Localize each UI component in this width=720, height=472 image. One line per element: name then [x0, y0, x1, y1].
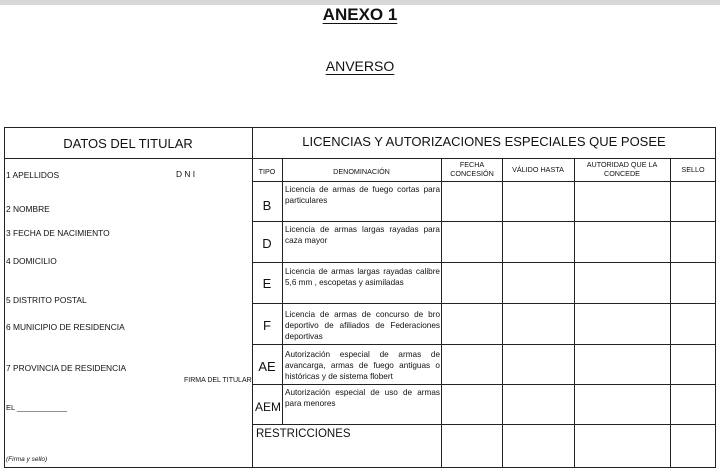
- license-type-b: B: [262, 198, 272, 213]
- license-desc-aem: Autorización especial de uso de armas para menores: [285, 388, 440, 408]
- col-divider-denominacion: [441, 158, 442, 468]
- holder-heading: DATOS DEL TITULAR: [63, 136, 193, 151]
- page-subtitle: ANVERSO: [325, 58, 395, 74]
- col-header-autoridad: AUTORIDAD QUE LA CONCEDE: [586, 160, 658, 178]
- license-type-f: F: [263, 318, 271, 333]
- field-domicilio[interactable]: 4 DOMICILIO: [6, 256, 57, 266]
- field-nombre[interactable]: 2 NOMBRE: [6, 204, 50, 214]
- signature-stamp-label: (Firma y sello): [6, 456, 48, 463]
- row-line: [252, 221, 716, 222]
- license-type-e: E: [262, 276, 272, 291]
- row-line: [252, 424, 716, 425]
- heading-line: [4, 158, 716, 159]
- row-line: [252, 344, 716, 345]
- license-type-aem: AEM: [254, 400, 281, 414]
- col-header-fecha: FECHA CONCESIÓN: [450, 160, 494, 178]
- col-divider-autoridad: [670, 158, 671, 468]
- license-desc-e: Licencia de armas largas rayadas calibre 5,6 mm , escopetas y asimiladas: [285, 267, 440, 287]
- restrictions-label: RESTRICCIONES: [256, 428, 351, 440]
- col-header-sello: SELLO: [681, 165, 705, 174]
- field-fecha-nacimiento[interactable]: 3 FECHA DE NACIMIENTO: [6, 228, 110, 238]
- row-line: [252, 262, 716, 263]
- col-divider-valido: [574, 158, 575, 468]
- col-header-tipo: TIPO: [258, 167, 276, 176]
- field-provincia[interactable]: 7 PROVINCIA DE RESIDENCIA: [6, 363, 127, 373]
- col-divider-fecha: [502, 158, 503, 468]
- field-dni[interactable]: D N I: [176, 169, 196, 179]
- columns-header-line: [252, 181, 716, 182]
- page-title: ANEXO 1: [322, 5, 398, 24]
- licenses-heading: LICENCIAS Y AUTORIZACIONES ESPECIALES QUE POSEE: [302, 134, 666, 149]
- license-desc-ae: Autorización especial de armas de avancarga, armas de fuego antiguas o históricas y de sistema flobert: [285, 350, 440, 381]
- signature-place-date[interactable]: EL ____________: [6, 403, 68, 412]
- license-desc-b: Licencia de armas de fuego cortas para particulares: [285, 185, 440, 205]
- col-header-valido: VÁLIDO HASTA: [512, 165, 564, 174]
- license-desc-f: Licencia de armas de concurso de bro deportivo de afiliados de Federaciones deportivas: [285, 310, 440, 341]
- form-table: [4, 127, 716, 468]
- field-municipio[interactable]: 6 MUNICIPIO DE RESIDENCIA: [6, 322, 125, 332]
- col-header-denominacion: DENOMINACIÓN: [333, 167, 390, 176]
- holder-signature-label: FIRMA DEL TITULAR: [184, 377, 252, 384]
- license-type-ae: AE: [258, 359, 276, 374]
- field-distrito-postal[interactable]: 5 DISTRITO POSTAL: [6, 295, 87, 305]
- license-desc-d: Licencia de armas largas rayadas para caza mayor: [285, 225, 440, 245]
- license-type-d: D: [262, 236, 272, 251]
- field-apellidos[interactable]: 1 APELLIDOS: [6, 170, 60, 180]
- row-line: [252, 384, 716, 385]
- section-divider: [252, 127, 253, 468]
- row-line: [252, 303, 716, 304]
